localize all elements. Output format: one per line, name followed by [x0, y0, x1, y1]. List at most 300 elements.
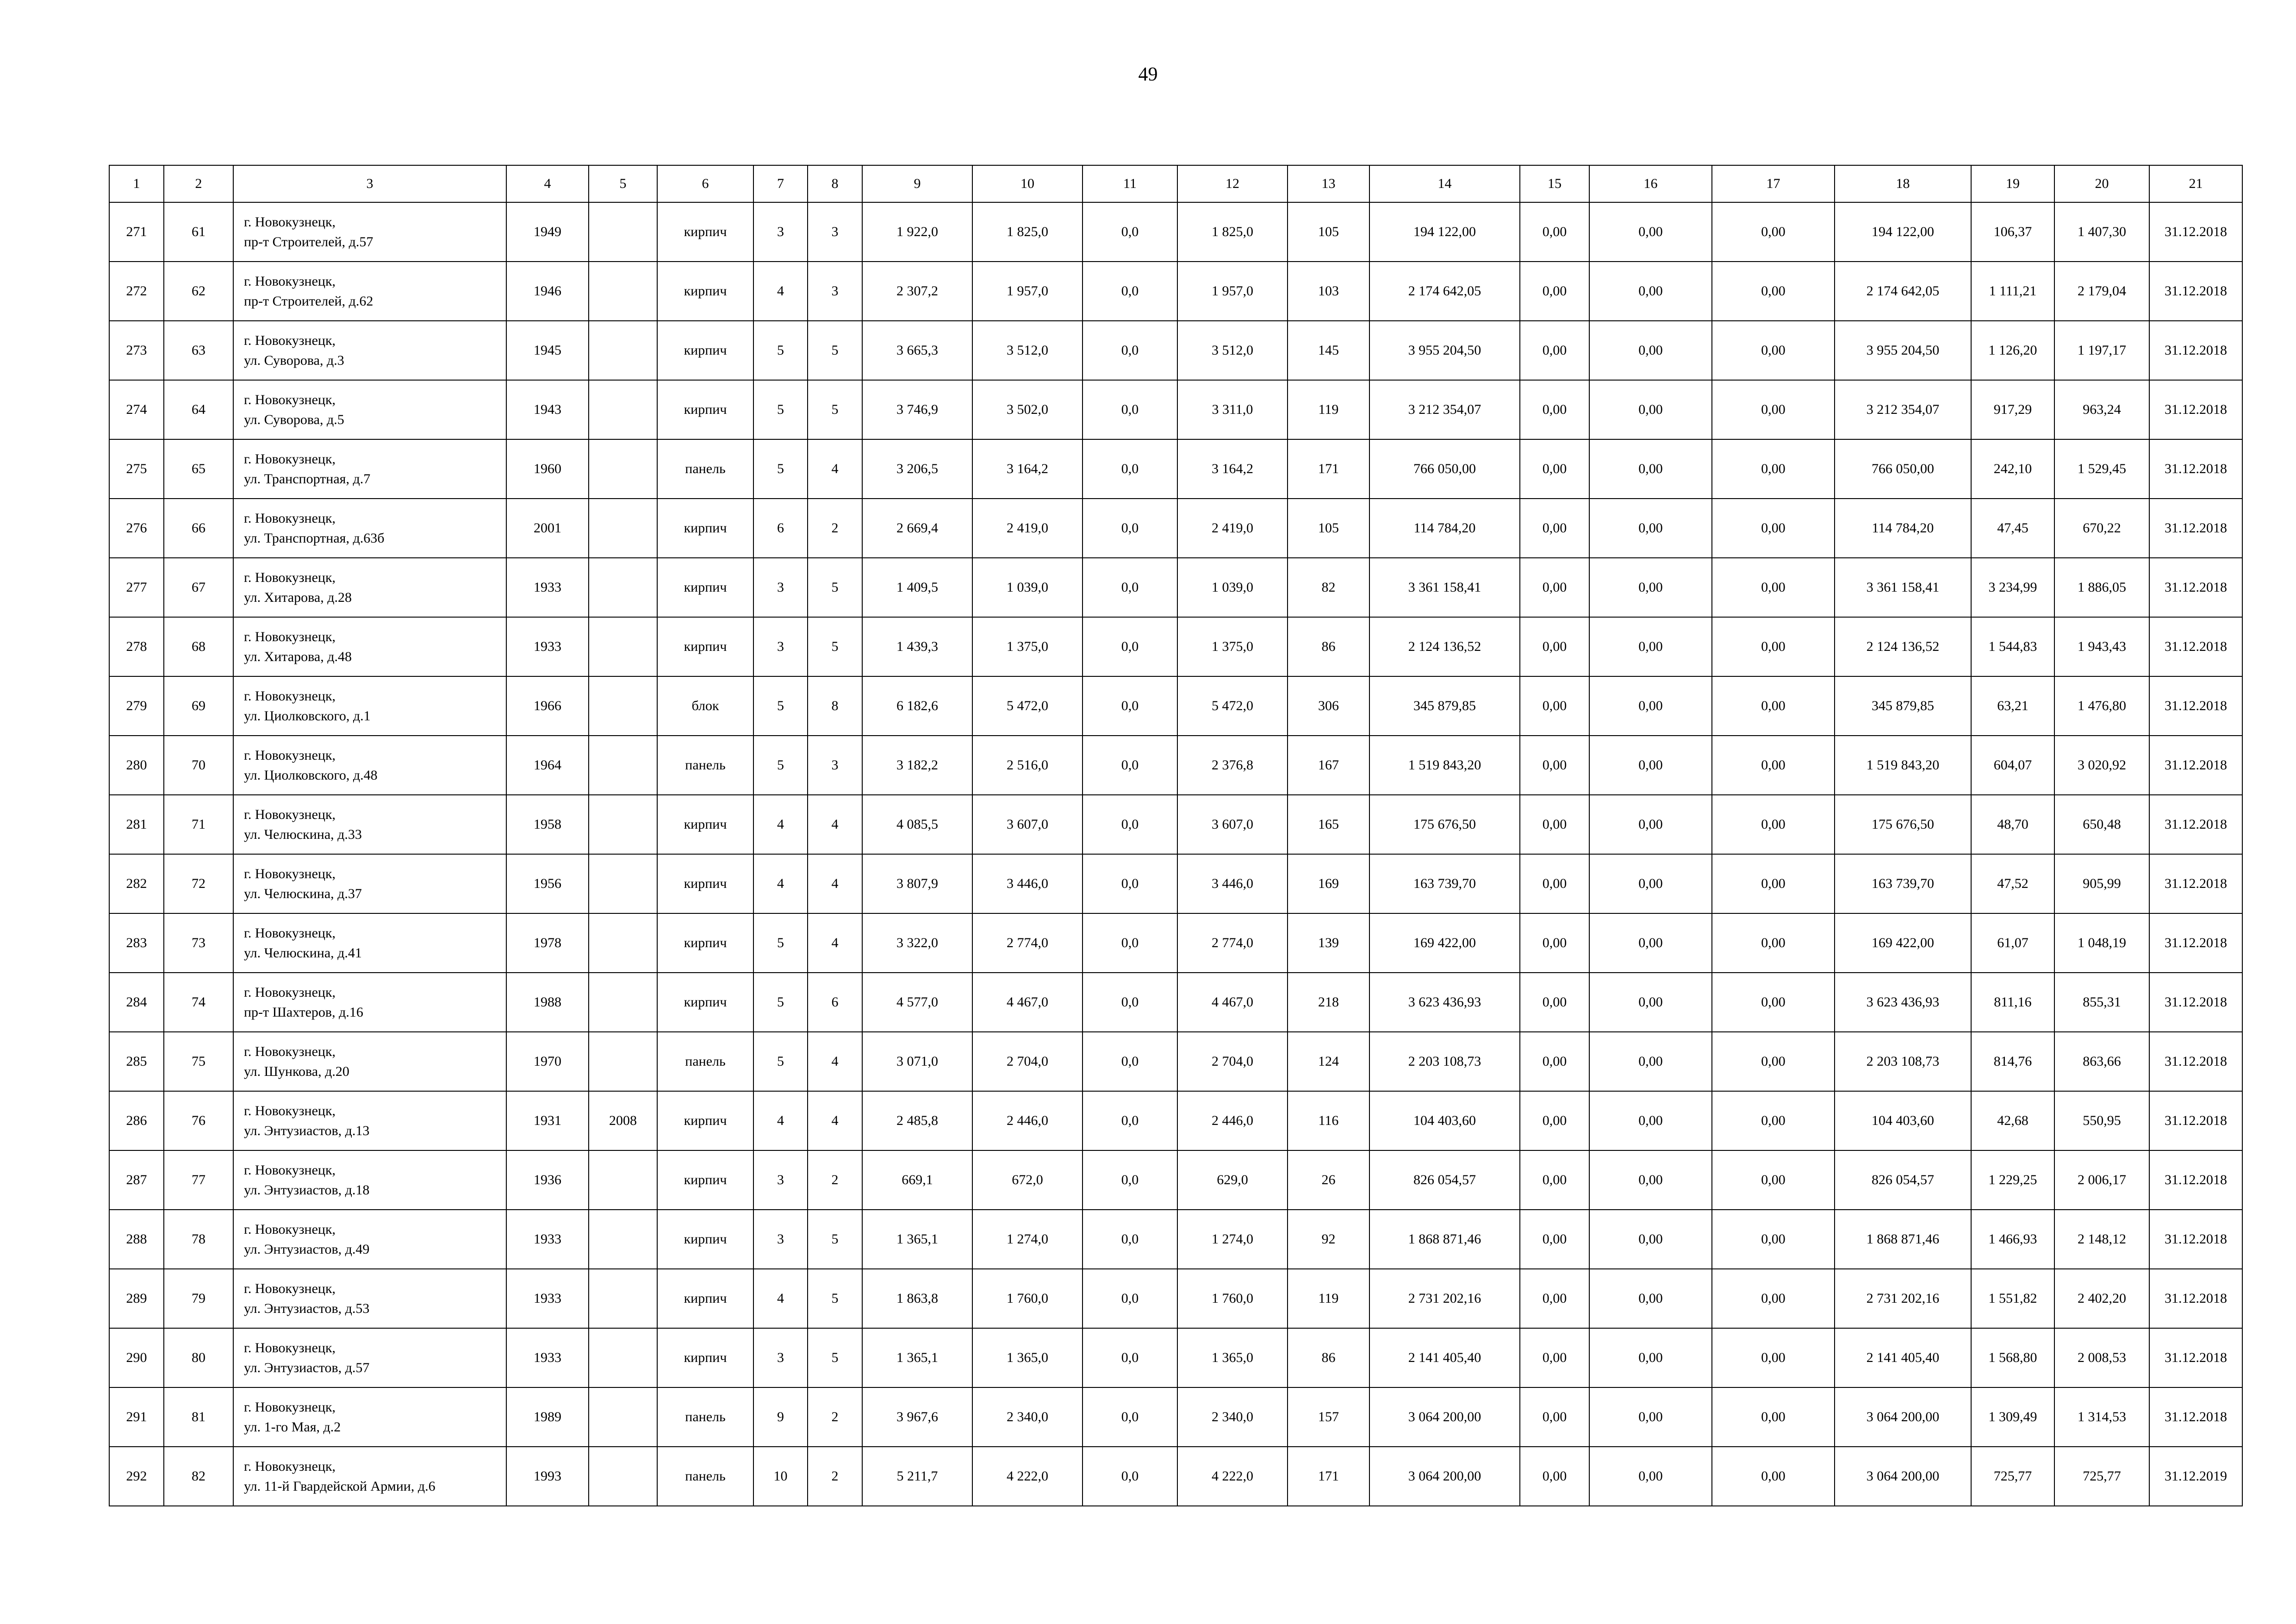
table-row	[109, 1447, 2242, 1506]
column-header: 17	[1712, 165, 1835, 202]
max-unit-cost-cell: 2 006,17	[2054, 1150, 2149, 1210]
cost-col18-cell: 2 174 642,05	[1835, 262, 1971, 321]
address-street: ул. 1-го Мая, д.2	[244, 1419, 341, 1435]
renovation-year-cell	[589, 795, 657, 854]
entrances-cell: 3	[808, 202, 862, 262]
address-street: ул. Энтузиастов, д.13	[244, 1123, 370, 1138]
owned-area-cell: 1 375,0	[1177, 617, 1288, 676]
deadline-cell: 31.12.2018	[2149, 1032, 2242, 1091]
unit-cost-cell: 1 229,25	[1971, 1150, 2054, 1210]
sub-number-cell: 75	[164, 1032, 233, 1091]
address-cell	[233, 558, 506, 617]
column-header: 20	[2054, 165, 2149, 202]
total-cost-cell: 3 955 204,50	[1369, 321, 1520, 380]
floors-cell: 5	[753, 736, 808, 795]
nonliving-area-cell: 0,0	[1083, 795, 1177, 854]
address-street: ул. Транспортная, д.63б	[244, 531, 385, 546]
living-area-cell: 1 957,0	[972, 262, 1083, 321]
total-cost-cell: 194 122,00	[1369, 202, 1520, 262]
entrances-cell: 3	[808, 262, 862, 321]
floors-cell: 3	[753, 1150, 808, 1210]
table-row	[109, 558, 2242, 617]
residents-cell: 157	[1288, 1387, 1369, 1447]
cost-col17-cell: 0,00	[1712, 1387, 1835, 1447]
wall-material-cell: кирпич	[657, 1210, 753, 1269]
deadline-cell: 31.12.2018	[2149, 736, 2242, 795]
address-cell	[233, 736, 506, 795]
cost-col16-cell: 0,00	[1589, 380, 1712, 439]
cost-col16-cell: 0,00	[1589, 1032, 1712, 1091]
cost-col16-cell: 0,00	[1589, 1387, 1712, 1447]
living-area-cell: 672,0	[972, 1150, 1083, 1210]
wall-material-cell: блок	[657, 676, 753, 736]
entrances-cell: 8	[808, 676, 862, 736]
cost-col17-cell: 0,00	[1712, 854, 1835, 913]
residents-cell: 103	[1288, 262, 1369, 321]
deadline-cell: 31.12.2018	[2149, 262, 2242, 321]
cost-col18-cell: 104 403,60	[1835, 1091, 1971, 1150]
address-street: ул. 11-й Гвардейской Армии, д.6	[244, 1479, 436, 1494]
floors-cell: 5	[753, 321, 808, 380]
row-number-cell: 282	[109, 854, 164, 913]
column-header: 9	[862, 165, 972, 202]
owned-area-cell: 3 512,0	[1177, 321, 1288, 380]
build-year-cell: 1966	[506, 676, 589, 736]
address-city: г. Новокузнецк,	[244, 688, 336, 704]
address-street: пр-т Строителей, д.57	[244, 234, 373, 250]
living-area-cell: 1 039,0	[972, 558, 1083, 617]
table-row	[109, 1032, 2242, 1091]
build-year-cell: 1946	[506, 262, 589, 321]
table-row	[109, 795, 2242, 854]
row-number-cell: 279	[109, 676, 164, 736]
total-cost-cell: 3 064 200,00	[1369, 1387, 1520, 1447]
max-unit-cost-cell: 1 476,80	[2054, 676, 2149, 736]
sub-number-cell: 81	[164, 1387, 233, 1447]
address-cell	[233, 795, 506, 854]
column-header: 19	[1971, 165, 2054, 202]
entrances-cell: 2	[808, 1150, 862, 1210]
owned-area-cell: 3 164,2	[1177, 439, 1288, 499]
max-unit-cost-cell: 905,99	[2054, 854, 2149, 913]
address-cell	[233, 1091, 506, 1150]
deadline-cell: 31.12.2018	[2149, 380, 2242, 439]
owned-area-cell: 2 774,0	[1177, 913, 1288, 973]
column-header: 1	[109, 165, 164, 202]
cost-col18-cell: 194 122,00	[1835, 202, 1971, 262]
total-area-cell: 2 669,4	[862, 499, 972, 558]
cost-col15-cell: 0,00	[1520, 1387, 1589, 1447]
renovation-year-cell	[589, 380, 657, 439]
address-cell	[233, 1150, 506, 1210]
build-year-cell: 1993	[506, 1447, 589, 1506]
sub-number-cell: 71	[164, 795, 233, 854]
residents-cell: 171	[1288, 439, 1369, 499]
living-area-cell: 4 222,0	[972, 1447, 1083, 1506]
unit-cost-cell: 48,70	[1971, 795, 2054, 854]
nonliving-area-cell: 0,0	[1083, 1269, 1177, 1328]
living-area-cell: 3 607,0	[972, 795, 1083, 854]
address-city: г. Новокузнецк,	[244, 866, 336, 881]
total-cost-cell: 114 784,20	[1369, 499, 1520, 558]
cost-col16-cell: 0,00	[1589, 1210, 1712, 1269]
residents-cell: 116	[1288, 1091, 1369, 1150]
total-cost-cell: 2 141 405,40	[1369, 1328, 1520, 1387]
cost-col15-cell: 0,00	[1520, 1032, 1589, 1091]
table-row	[109, 1210, 2242, 1269]
build-year-cell: 1978	[506, 913, 589, 973]
residents-cell: 169	[1288, 854, 1369, 913]
nonliving-area-cell: 0,0	[1083, 321, 1177, 380]
table-row	[109, 617, 2242, 676]
build-year-cell: 1933	[506, 1210, 589, 1269]
wall-material-cell: кирпич	[657, 854, 753, 913]
nonliving-area-cell: 0,0	[1083, 1032, 1177, 1091]
row-number-cell: 273	[109, 321, 164, 380]
nonliving-area-cell: 0,0	[1083, 380, 1177, 439]
max-unit-cost-cell: 1 197,17	[2054, 321, 2149, 380]
column-header: 11	[1083, 165, 1177, 202]
address-city: г. Новокузнецк,	[244, 1221, 336, 1237]
row-number-cell: 288	[109, 1210, 164, 1269]
floors-cell: 4	[753, 854, 808, 913]
address-cell	[233, 1032, 506, 1091]
floors-cell: 5	[753, 913, 808, 973]
total-cost-cell: 345 879,85	[1369, 676, 1520, 736]
wall-material-cell: кирпич	[657, 973, 753, 1032]
deadline-cell: 31.12.2018	[2149, 1387, 2242, 1447]
cost-col18-cell: 175 676,50	[1835, 795, 1971, 854]
build-year-cell: 1989	[506, 1387, 589, 1447]
address-cell	[233, 1328, 506, 1387]
cost-col15-cell: 0,00	[1520, 1447, 1589, 1506]
nonliving-area-cell: 0,0	[1083, 913, 1177, 973]
wall-material-cell: кирпич	[657, 499, 753, 558]
build-year-cell: 1933	[506, 617, 589, 676]
row-number-cell: 272	[109, 262, 164, 321]
row-number-cell: 276	[109, 499, 164, 558]
max-unit-cost-cell: 1 407,30	[2054, 202, 2149, 262]
row-number-cell: 287	[109, 1150, 164, 1210]
sub-number-cell: 72	[164, 854, 233, 913]
residents-cell: 86	[1288, 1328, 1369, 1387]
column-header: 18	[1835, 165, 1971, 202]
cost-col16-cell: 0,00	[1589, 1091, 1712, 1150]
row-number-cell: 280	[109, 736, 164, 795]
max-unit-cost-cell: 855,31	[2054, 973, 2149, 1032]
table-row	[109, 1150, 2242, 1210]
column-header: 12	[1177, 165, 1288, 202]
row-number-cell: 292	[109, 1447, 164, 1506]
total-cost-cell: 3 361 158,41	[1369, 558, 1520, 617]
cost-col15-cell: 0,00	[1520, 439, 1589, 499]
address-city: г. Новокузнецк,	[244, 925, 336, 941]
cost-col15-cell: 0,00	[1520, 1328, 1589, 1387]
table-row	[109, 913, 2242, 973]
nonliving-area-cell: 0,0	[1083, 1150, 1177, 1210]
unit-cost-cell: 47,52	[1971, 854, 2054, 913]
cost-col17-cell: 0,00	[1712, 1269, 1835, 1328]
living-area-cell: 3 164,2	[972, 439, 1083, 499]
sub-number-cell: 62	[164, 262, 233, 321]
column-header: 16	[1589, 165, 1712, 202]
address-cell	[233, 1269, 506, 1328]
living-area-cell: 2 446,0	[972, 1091, 1083, 1150]
owned-area-cell: 4 222,0	[1177, 1447, 1288, 1506]
build-year-cell: 1933	[506, 1328, 589, 1387]
column-header: 5	[589, 165, 657, 202]
column-header: 4	[506, 165, 589, 202]
cost-col18-cell: 1 519 843,20	[1835, 736, 1971, 795]
address-city: г. Новокузнецк,	[244, 984, 336, 1000]
wall-material-cell: панель	[657, 736, 753, 795]
wall-material-cell: кирпич	[657, 380, 753, 439]
cost-col15-cell: 0,00	[1520, 913, 1589, 973]
wall-material-cell: кирпич	[657, 1091, 753, 1150]
column-header: 21	[2149, 165, 2242, 202]
cost-col15-cell: 0,00	[1520, 676, 1589, 736]
entrances-cell: 5	[808, 558, 862, 617]
owned-area-cell: 2 376,8	[1177, 736, 1288, 795]
cost-col17-cell: 0,00	[1712, 321, 1835, 380]
table-row	[109, 1091, 2242, 1150]
unit-cost-cell: 3 234,99	[1971, 558, 2054, 617]
deadline-cell: 31.12.2018	[2149, 854, 2242, 913]
column-header: 10	[972, 165, 1083, 202]
max-unit-cost-cell: 670,22	[2054, 499, 2149, 558]
floors-cell: 3	[753, 202, 808, 262]
column-header: 6	[657, 165, 753, 202]
cost-col15-cell: 0,00	[1520, 1150, 1589, 1210]
entrances-cell: 4	[808, 913, 862, 973]
living-area-cell: 4 467,0	[972, 973, 1083, 1032]
address-cell	[233, 973, 506, 1032]
address-city: г. Новокузнецк,	[244, 214, 336, 230]
residents-cell: 145	[1288, 321, 1369, 380]
total-cost-cell: 3 064 200,00	[1369, 1447, 1520, 1506]
sub-number-cell: 73	[164, 913, 233, 973]
wall-material-cell: кирпич	[657, 1328, 753, 1387]
cost-col16-cell: 0,00	[1589, 617, 1712, 676]
deadline-cell: 31.12.2018	[2149, 676, 2242, 736]
sub-number-cell: 65	[164, 439, 233, 499]
address-cell	[233, 321, 506, 380]
build-year-cell: 1943	[506, 380, 589, 439]
table-row	[109, 1387, 2242, 1447]
max-unit-cost-cell: 2 179,04	[2054, 262, 2149, 321]
max-unit-cost-cell: 863,66	[2054, 1032, 2149, 1091]
column-header: 7	[753, 165, 808, 202]
cost-col18-cell: 169 422,00	[1835, 913, 1971, 973]
total-area-cell: 4 577,0	[862, 973, 972, 1032]
row-number-cell: 277	[109, 558, 164, 617]
wall-material-cell: панель	[657, 1387, 753, 1447]
cost-col16-cell: 0,00	[1589, 499, 1712, 558]
table-row	[109, 676, 2242, 736]
address-cell	[233, 380, 506, 439]
deadline-cell: 31.12.2018	[2149, 1091, 2242, 1150]
deadline-cell: 31.12.2018	[2149, 202, 2242, 262]
total-cost-cell: 2 174 642,05	[1369, 262, 1520, 321]
renovation-year-cell	[589, 1210, 657, 1269]
cost-col16-cell: 0,00	[1589, 321, 1712, 380]
address-city: г. Новокузнецк,	[244, 1399, 336, 1415]
owned-area-cell: 3 446,0	[1177, 854, 1288, 913]
address-cell	[233, 262, 506, 321]
floors-cell: 5	[753, 380, 808, 439]
wall-material-cell: кирпич	[657, 913, 753, 973]
cost-col15-cell: 0,00	[1520, 499, 1589, 558]
sub-number-cell: 69	[164, 676, 233, 736]
max-unit-cost-cell: 550,95	[2054, 1091, 2149, 1150]
renovation-year-cell	[589, 558, 657, 617]
floors-cell: 4	[753, 795, 808, 854]
renovation-year-cell	[589, 854, 657, 913]
unit-cost-cell: 725,77	[1971, 1447, 2054, 1506]
address-city: г. Новокузнецк,	[244, 392, 336, 407]
nonliving-area-cell: 0,0	[1083, 558, 1177, 617]
unit-cost-cell: 42,68	[1971, 1091, 2054, 1150]
address-street: ул. Челюскина, д.41	[244, 945, 362, 961]
address-cell	[233, 439, 506, 499]
cost-col16-cell: 0,00	[1589, 676, 1712, 736]
nonliving-area-cell: 0,0	[1083, 1210, 1177, 1269]
cost-col17-cell: 0,00	[1712, 558, 1835, 617]
cost-col15-cell: 0,00	[1520, 1210, 1589, 1269]
cost-col15-cell: 0,00	[1520, 973, 1589, 1032]
nonliving-area-cell: 0,0	[1083, 973, 1177, 1032]
row-number-cell: 286	[109, 1091, 164, 1150]
sub-number-cell: 68	[164, 617, 233, 676]
unit-cost-cell: 242,10	[1971, 439, 2054, 499]
address-city: г. Новокузнецк,	[244, 1043, 336, 1059]
address-street: пр-т Строителей, д.62	[244, 294, 373, 309]
renovation-year-cell	[589, 1387, 657, 1447]
floors-cell: 4	[753, 1269, 808, 1328]
residents-cell: 119	[1288, 1269, 1369, 1328]
address-city: г. Новокузнецк,	[244, 1162, 336, 1178]
address-city: г. Новокузнецк,	[244, 629, 336, 644]
residents-cell: 218	[1288, 973, 1369, 1032]
renovation-year-cell	[589, 736, 657, 795]
cost-col18-cell: 3 064 200,00	[1835, 1447, 1971, 1506]
address-street: ул. Суворова, д.3	[244, 353, 344, 368]
total-area-cell: 3 322,0	[862, 913, 972, 973]
residents-cell: 82	[1288, 558, 1369, 617]
max-unit-cost-cell: 3 020,92	[2054, 736, 2149, 795]
wall-material-cell: кирпич	[657, 202, 753, 262]
cost-col17-cell: 0,00	[1712, 1328, 1835, 1387]
total-cost-cell: 2 203 108,73	[1369, 1032, 1520, 1091]
residents-cell: 26	[1288, 1150, 1369, 1210]
address-street: ул. Энтузиастов, д.18	[244, 1182, 370, 1198]
deadline-cell: 31.12.2018	[2149, 1328, 2242, 1387]
address-city: г. Новокузнецк,	[244, 1340, 336, 1355]
entrances-cell: 4	[808, 1091, 862, 1150]
owned-area-cell: 1 760,0	[1177, 1269, 1288, 1328]
unit-cost-cell: 63,21	[1971, 676, 2054, 736]
table-row	[109, 439, 2242, 499]
cost-col16-cell: 0,00	[1589, 202, 1712, 262]
table-row	[109, 321, 2242, 380]
renovation-year-cell	[589, 1328, 657, 1387]
address-street: ул. Суворова, д.5	[244, 412, 344, 427]
cost-col17-cell: 0,00	[1712, 913, 1835, 973]
floors-cell: 5	[753, 439, 808, 499]
cost-col15-cell: 0,00	[1520, 1269, 1589, 1328]
cost-col17-cell: 0,00	[1712, 262, 1835, 321]
row-number-cell: 285	[109, 1032, 164, 1091]
max-unit-cost-cell: 1 048,19	[2054, 913, 2149, 973]
unit-cost-cell: 604,07	[1971, 736, 2054, 795]
entrances-cell: 3	[808, 736, 862, 795]
build-year-cell: 1931	[506, 1091, 589, 1150]
unit-cost-cell: 1 466,93	[1971, 1210, 2054, 1269]
total-area-cell: 1 409,5	[862, 558, 972, 617]
max-unit-cost-cell: 2 148,12	[2054, 1210, 2149, 1269]
max-unit-cost-cell: 1 314,53	[2054, 1387, 2149, 1447]
living-area-cell: 1 375,0	[972, 617, 1083, 676]
total-cost-cell: 2 731 202,16	[1369, 1269, 1520, 1328]
deadline-cell: 31.12.2018	[2149, 913, 2242, 973]
deadline-cell: 31.12.2018	[2149, 1210, 2242, 1269]
living-area-cell: 3 512,0	[972, 321, 1083, 380]
build-year-cell: 1964	[506, 736, 589, 795]
wall-material-cell: кирпич	[657, 617, 753, 676]
renovation-year-cell	[589, 439, 657, 499]
nonliving-area-cell: 0,0	[1083, 854, 1177, 913]
unit-cost-cell: 1 568,80	[1971, 1328, 2054, 1387]
owned-area-cell: 2 419,0	[1177, 499, 1288, 558]
cost-col16-cell: 0,00	[1589, 1328, 1712, 1387]
sub-number-cell: 63	[164, 321, 233, 380]
living-area-cell: 5 472,0	[972, 676, 1083, 736]
column-number-row	[109, 165, 2242, 202]
table-row	[109, 202, 2242, 262]
row-number-cell: 290	[109, 1328, 164, 1387]
cost-col16-cell: 0,00	[1589, 1150, 1712, 1210]
nonliving-area-cell: 0,0	[1083, 1091, 1177, 1150]
nonliving-area-cell: 0,0	[1083, 676, 1177, 736]
sub-number-cell: 70	[164, 736, 233, 795]
living-area-cell: 2 419,0	[972, 499, 1083, 558]
cost-col18-cell: 2 203 108,73	[1835, 1032, 1971, 1091]
address-city: г. Новокузнецк,	[244, 332, 336, 348]
build-year-cell: 1933	[506, 558, 589, 617]
sub-number-cell: 80	[164, 1328, 233, 1387]
total-area-cell: 3 967,6	[862, 1387, 972, 1447]
address-cell	[233, 854, 506, 913]
row-number-cell: 271	[109, 202, 164, 262]
housing-registry-table	[109, 165, 2243, 1506]
table-row	[109, 736, 2242, 795]
unit-cost-cell: 61,07	[1971, 913, 2054, 973]
living-area-cell: 2 516,0	[972, 736, 1083, 795]
wall-material-cell: кирпич	[657, 262, 753, 321]
cost-col15-cell: 0,00	[1520, 321, 1589, 380]
residents-cell: 105	[1288, 499, 1369, 558]
nonliving-area-cell: 0,0	[1083, 439, 1177, 499]
owned-area-cell: 5 472,0	[1177, 676, 1288, 736]
build-year-cell: 1945	[506, 321, 589, 380]
total-area-cell: 1 922,0	[862, 202, 972, 262]
living-area-cell: 1 760,0	[972, 1269, 1083, 1328]
total-area-cell: 1 863,8	[862, 1269, 972, 1328]
address-cell	[233, 913, 506, 973]
entrances-cell: 4	[808, 439, 862, 499]
page-number: 49	[1138, 64, 1158, 85]
deadline-cell: 31.12.2018	[2149, 973, 2242, 1032]
